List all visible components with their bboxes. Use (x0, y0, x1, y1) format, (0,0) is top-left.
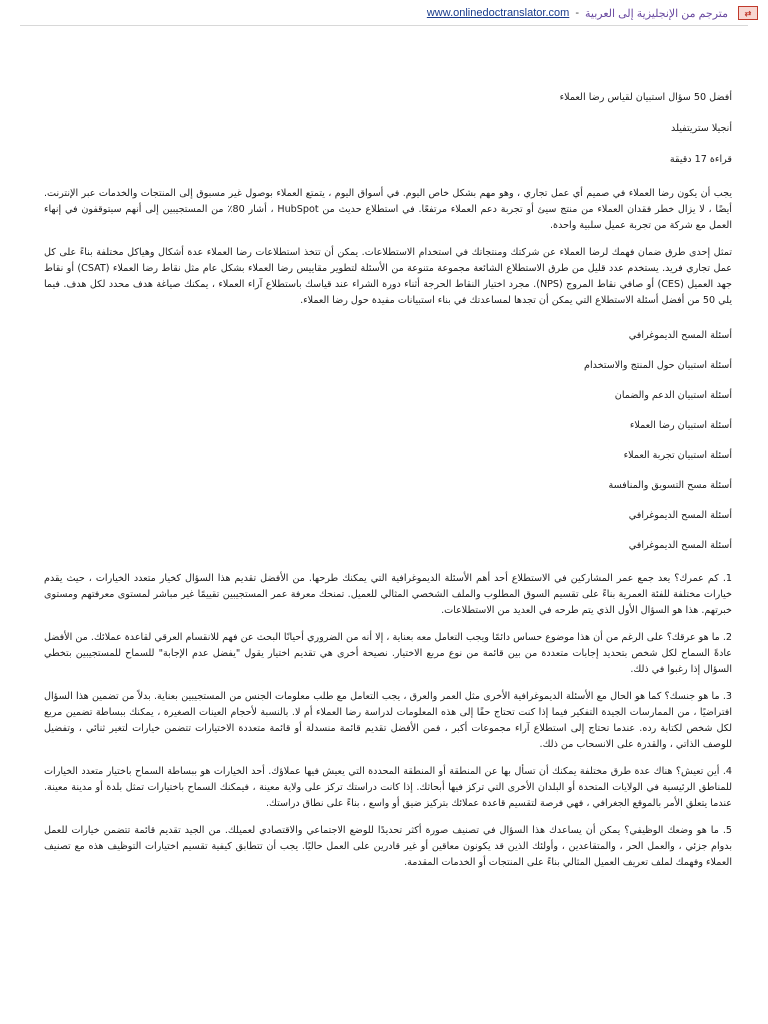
translator-url-link[interactable]: www.onlinedoctranslator.com (426, 7, 570, 19)
question-paragraph: 5. ما هو وضعك الوظيفي؟ يمكن أن يساعدك هذا السؤال في تصنيف صورة أكثر تحديدًا للوضع الاجتماعي والاقتصادي لعميلك. من الجيد تقديم قائمة تتضمن خيارات للعمل بدوام جزئي ، والعمل الحر ، والمتقاعدين ، وأولئك الذين قد يكونون معاقين أو غير قادرين على العمل حاليًا. يجب أن تتطابق كيفية تقسيم اختيارات التوظيف هذه مع تصنيف العملاء وفهمك لملف تعريف العميل المثالي بناءً على المنتجات أو الخدمات المقدمة. (44, 825, 732, 868)
question-paragraph: 1. كم عمرك؟ يعد جمع عمر المشاركين في الاستطلاع أحد أهم الأسئلة الديموغرافية التي يمكنك طرحها. من الأفضل تقديم هذا السؤال كخيار متعدد الخيارات ، حيث يقدم خيارات مختلفة للفئة العمرية بناءً على تقسيم السوق المطلوب والملف الشخصي المثالي للعميل. تمنحك معرفة عمر المستجيبين تقييمًا غير مباشر لمستوى معرفتهم ومستوى خبرتهم. هذا هو السؤال الأول الذي يتم طرحه في العديد من الاستطلاعات. (44, 573, 732, 616)
read-time: قراءة 17 دقيقة (669, 154, 732, 165)
translator-banner (0, 0, 768, 26)
section-heading: أسئلة استبيان تجربة العملاء (623, 450, 732, 461)
question-paragraph: 4. أين تعيش؟ هناك عدة طرق مختلفة يمكنك أن تسأل بها عن المنطقة أو المنطقة المحددة التي يعيش فيها عملاؤك. أحد الخيارات هو ببساطة السماح باختيار متعدد الخيارات للمناطق الرئيسية في الولايات المتحدة أو البلدان الأخرى التي تركز فيها أبحاثك. إذا كانت دراستك تركز على ولاية معينة ، فيمكنك السماح باختيارات تمثل بلدة أو مدينة معينة. عندما يتعلق الأمر بالموقع الجغرافي ، فهي فرصة لتقسيم قاعدة عملائك بتركيز ضيق أو واسع ، بناءً على نطاق دراستك. (44, 766, 732, 809)
translator-logo-icon: ⇄ (738, 6, 758, 20)
section-heading: أسئلة المسح الديموغرافي (628, 510, 732, 521)
section-heading: أسئلة مسح التسويق والمنافسة (608, 480, 732, 491)
question-paragraph: 3. ما هو جنسك؟ كما هو الحال مع الأسئلة الديموغرافية الأخرى مثل العمر والعرق ، يجب التعامل مع طلب معلومات الجنس من المستجيبين بعناية. بدلاً من تضمين هذا السؤال افتراضيًا ، من الممارسات الجيدة التفكير فيما إذا كنت تحتاج حقًا إلى هذه المعلومات لدراسة رضا العملاء أم لا. بالنسبة لأحجام العينات الصغيرة ، يمكنك ببساطة تضمين مربع لكل شخص لكتابة رده. عندما تحتاج إلى استطلاع آراء مجموعات أكبر ، فمن الأفضل تقديم قائمة منسدلة أو قائمة متعددة الاختيارات تتضمن خيارات لتغير ثنائي ، وتفضيل للوصف الذاتي ، والقدرة على الانسحاب من ذلك. (44, 691, 732, 750)
intro-paragraph: يجب أن يكون رضا العملاء في صميم أي عمل تجاري ، وهو مهم بشكل خاص اليوم. في أسواق اليوم ، يتمتع العملاء بوصول غير مسبوق إلى المنتجات والخدمات عبر الإنترنت. أيضًا ، لا يزال خطر فقدان العملاء من منتج سيئ أو تجربة دعم العملاء مرتفعًا. في استطلاع حديث من HubSpot ، أشار 80٪ من المستجيبين إلى أنهم سيتوقفون في إنهاء العمل مع شركة من تجربة عميل سلبية واحدة. (44, 188, 732, 231)
section-heading: أسئلة استبيان حول المنتج والاستخدام (584, 360, 732, 371)
banner-separator: - (575, 7, 579, 19)
document-body (44, 90, 732, 882)
question-paragraph: 2. ما هو عرقك؟ على الرغم من أن هذا موضوع حساس دائمًا ويجب التعامل معه بعناية ، إلا أنه من الضروري أحيانًا البحث عن فهم للانقسام العرقي لقاعدة عملائك. من الأفضل عادةً السماح لكل شخص بتحديد إجابات متعددة من بين قائمة من نوع مربع الاختيار. نصيحة أخرى هي تقديم اختيار يقول "يفضل عدم الإجابة" للسماح للمستجيبين بتخطي السؤال إذا رغبوا في ذلك. (44, 632, 732, 675)
section-heading: أسئلة استبيان الدعم والضمان (614, 390, 732, 401)
banner-divider (20, 25, 748, 26)
section-heading: أسئلة المسح الديموغرافي (628, 330, 732, 341)
document-title: أفضل 50 سؤال استبيان لقياس رضا العملاء (559, 92, 732, 103)
section-heading: أسئلة استبيان رضا العملاء (629, 420, 732, 431)
section-heading: أسئلة المسح الديموغرافي (628, 540, 732, 551)
intro-paragraph: تمثل إحدى طرق ضمان فهمك لرضا العملاء عن شركتك ومنتجاتك في استخدام الاستطلاعات. يمكن أن تتخذ استطلاعات رضا العملاء عدة أشكال وهياكل مختلفة بناءً على كل عمل تجاري فريد. يستخدم عدد قليل من طرق الاستطلاع الشائعة مجموعة متنوعة من الأسئلة لتطوير مقاييس رضا العملاء بشكل عام مثل نقاط رضا العملاء (CSAT) أو نقاط جهد العميل (CES) أو صافي نقاط المروج (NPS). مجرد اختيار النقاط الحرجة أثناء دورة الشراء عند قياسك باستطلاع آراء العملاء ، يمكنك صياغة هدف محدد لكل هدف. فيما يلي 50 من أفضل أسئلة الاستطلاع التي يمكن أن تجدها لمساعدتك في بناء استبيانات مفيدة حول رضا العملاء. (44, 247, 732, 306)
translation-caption: مترجم من الإنجليزية إلى العربية (584, 7, 728, 20)
author-name: أنجيلا ستريتفيلد (671, 123, 732, 134)
